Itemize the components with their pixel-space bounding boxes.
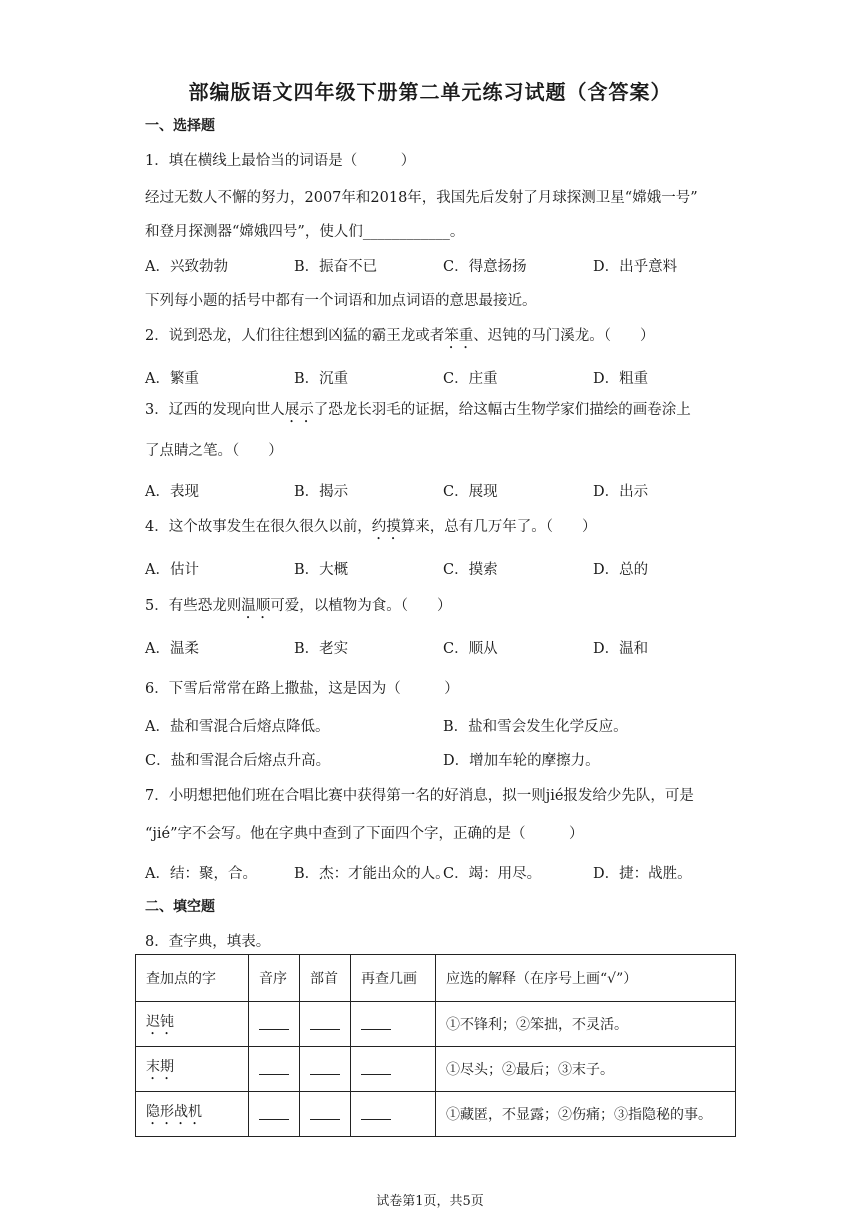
- question-5-pre: 5．有些恐龙则: [145, 598, 242, 614]
- header-cell: 应选的解释（在序号上画“√”）: [436, 955, 736, 1002]
- blank-cell[interactable]: [249, 1047, 300, 1092]
- blank-cell[interactable]: [351, 1092, 436, 1137]
- blank-cell[interactable]: [249, 1092, 300, 1137]
- q7-option-b: B．杰：才能出众的人。: [294, 866, 450, 882]
- table-header-row: [136, 955, 736, 1002]
- table-row: [136, 1002, 736, 1047]
- q5-option-b: B．老实: [294, 641, 349, 657]
- answer-blank[interactable]: [259, 1105, 289, 1120]
- q6-option-d: D．增加车轮的摩擦力。: [443, 753, 600, 769]
- section-heading-fill: 二、填空题: [145, 899, 215, 915]
- question-2-pre: 2．说到恐龙，人们往往想到凶猛的霸王龙或者: [145, 328, 445, 344]
- table-row: [136, 1047, 736, 1092]
- page-footer: 试卷第1页，共5页: [376, 1194, 484, 1209]
- q3-option-d: D．出示: [593, 484, 649, 500]
- blank-cell[interactable]: [300, 1092, 351, 1137]
- header-cell: 音序: [249, 955, 300, 1002]
- section-heading-choice: 一、选择题: [145, 118, 215, 134]
- answer-blank[interactable]: [259, 1015, 289, 1030]
- q5-option-a: A．温柔: [145, 641, 199, 657]
- header-cell: 部首: [300, 955, 351, 1002]
- q3-option-c: C．展现: [443, 484, 498, 500]
- word-cell: [136, 1047, 249, 1092]
- q2-option-a: A．繁重: [145, 371, 199, 387]
- q3-option-a: A．表现: [145, 484, 199, 500]
- word-cell: [136, 1092, 249, 1137]
- table-row: [136, 1092, 736, 1137]
- question-4-dotted-word: 约摸: [371, 519, 401, 535]
- dotted-word: 末期: [146, 1058, 174, 1075]
- question-7-line-2: “jié”字不会写。他在字典中查到了下面四个字，正确的是（ ）: [145, 826, 584, 842]
- question-4-stem: [145, 515, 596, 543]
- q1-option-b: B．振奋不已: [294, 259, 378, 275]
- q4-option-b: B．大概: [294, 562, 349, 578]
- question-1-line-2: 和登月探测器“嫦娥四号”，使人们____________。: [145, 224, 465, 240]
- q2-option-c: C．庄重: [443, 371, 498, 387]
- q2-option-d: D．粗重: [593, 371, 649, 387]
- explain-cell: ①藏匿，不显露；②伤痛；③指隐秘的事。: [436, 1092, 736, 1137]
- dotted-word: 迟钝: [146, 1013, 174, 1030]
- answer-blank[interactable]: [310, 1060, 340, 1075]
- q6-option-c: C．盐和雪混合后熔点升高。: [145, 753, 331, 769]
- question-2-dotted-word: 笨重: [444, 328, 474, 344]
- answer-blank[interactable]: [310, 1015, 340, 1030]
- answer-blank[interactable]: [310, 1105, 340, 1120]
- blank-cell[interactable]: [300, 1002, 351, 1047]
- answer-blank[interactable]: [259, 1060, 289, 1075]
- answer-blank[interactable]: [361, 1060, 391, 1075]
- dotted-word: 隐形战机: [146, 1103, 202, 1120]
- question-2-stem: [145, 324, 654, 352]
- question-4-post: 算来，总有几万年了。（ ）: [400, 519, 597, 535]
- q4-option-d: D．总的: [593, 562, 649, 578]
- q7-option-d: D．捷：战胜。: [593, 866, 692, 882]
- question-6-stem: 6．下雪后常常在路上撒盐，这是因为（ ）: [145, 681, 459, 697]
- question-3-post: 了恐龙长羽毛的证据，给这幅古生物学家们描绘的画卷涂上: [313, 402, 691, 418]
- header-cell: 查加点的字: [136, 955, 249, 1002]
- q7-option-a: A．结：聚，合。: [145, 866, 257, 882]
- question-5-stem: [145, 594, 451, 622]
- q1-option-d: D．出乎意料: [593, 259, 678, 275]
- answer-blank[interactable]: [361, 1105, 391, 1120]
- q4-option-c: C．摸索: [443, 562, 498, 578]
- explain-cell: ①不锋利；②笨拙，不灵活。: [436, 1002, 736, 1047]
- question-1-line-1: 经过无数人不懈的努力，2007年和2018年，我国先后发射了月球探测卫星“嫦娥一号”: [145, 190, 698, 206]
- q6-option-b: B．盐和雪会发生化学反应。: [443, 719, 628, 735]
- word-cell: [136, 1002, 249, 1047]
- question-3-stem: [145, 398, 691, 426]
- blank-cell[interactable]: [300, 1047, 351, 1092]
- page-title: 部编版语文四年级下册第二单元练习试题（含答案）: [188, 80, 672, 104]
- question-8-stem: 8．查字典，填表。: [145, 934, 271, 950]
- answer-blank[interactable]: [361, 1015, 391, 1030]
- q5-option-c: C．顺从: [443, 641, 498, 657]
- blank-cell[interactable]: [351, 1002, 436, 1047]
- blank-cell[interactable]: [249, 1002, 300, 1047]
- q1-option-c: C．得意扬扬: [443, 259, 527, 275]
- question-5-post: 可爱，以植物为食。（ ）: [270, 598, 452, 614]
- q3-option-b: B．揭示: [294, 484, 349, 500]
- question-3-pre: 3．辽西的发现向世人: [145, 402, 285, 418]
- blank-cell[interactable]: [351, 1047, 436, 1092]
- header-cell: 再查几画: [351, 955, 436, 1002]
- q7-option-c: C．竭：用尽。: [443, 866, 542, 882]
- question-4-pre: 4．这个故事发生在很久很久以前，: [145, 519, 372, 535]
- q2-option-b: B．沉重: [294, 371, 349, 387]
- instruction-text: 下列每小题的括号中都有一个词语和加点词语的意思最接近。: [145, 293, 537, 309]
- question-1-stem: 1．填在横线上最恰当的词语是（ ）: [145, 153, 416, 169]
- question-3-line-2: 了点睛之笔。（ ）: [145, 443, 283, 459]
- q4-option-a: A．估计: [145, 562, 199, 578]
- q6-option-a: A．盐和雪混合后熔点降低。: [145, 719, 330, 735]
- question-2-post: 、迟钝的马门溪龙。（ ）: [473, 328, 655, 344]
- question-3-dotted-word: 展示: [284, 402, 314, 418]
- question-5-dotted-word: 温顺: [241, 598, 271, 614]
- explain-cell: ①尽头；②最后；③末子。: [436, 1047, 736, 1092]
- dictionary-table: [135, 954, 736, 1137]
- question-7-line-1: 7．小明想把他们班在合唱比赛中获得第一名的好消息，拟一则jié报发给少先队，可是: [145, 788, 694, 804]
- q5-option-d: D．温和: [593, 641, 649, 657]
- q1-option-a: A．兴致勃勃: [145, 259, 228, 275]
